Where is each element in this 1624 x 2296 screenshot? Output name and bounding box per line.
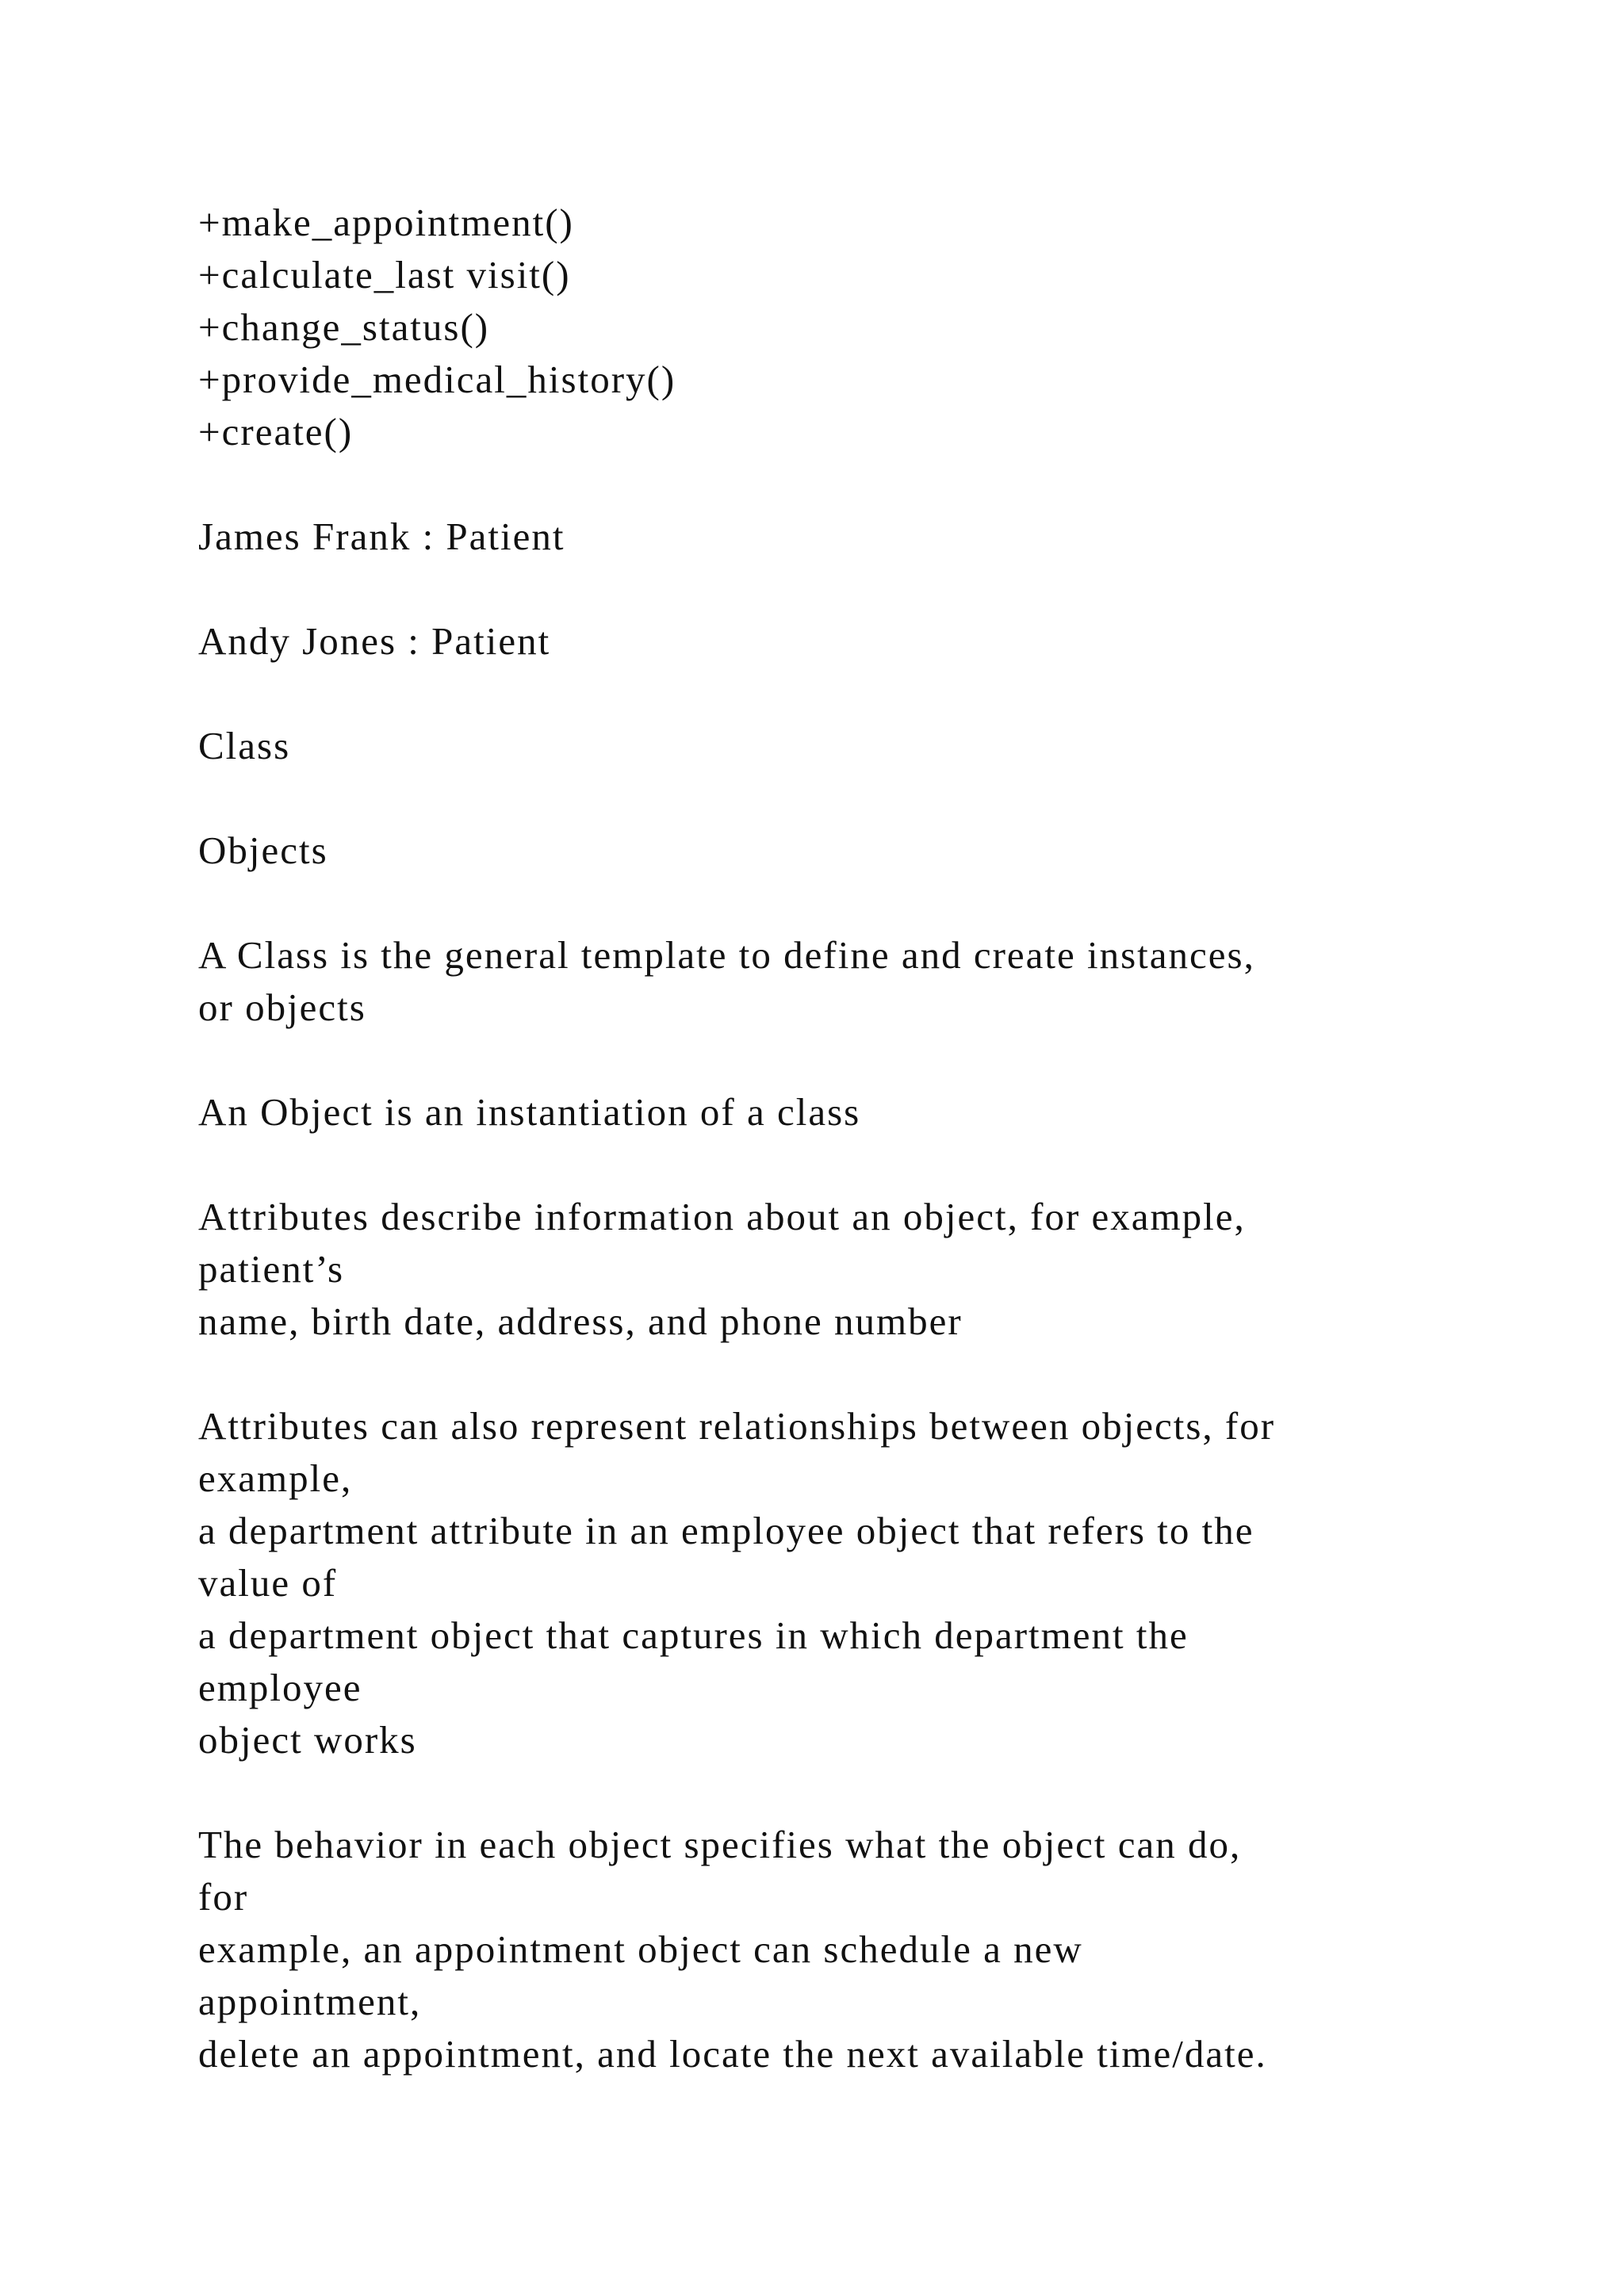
paragraph bbox=[198, 1819, 1507, 2080]
text-line: +calculate_last visit() bbox=[198, 253, 571, 297]
text-line: Objects bbox=[198, 828, 328, 872]
text-line: object works bbox=[198, 1718, 417, 1762]
paragraph bbox=[198, 1086, 1507, 1138]
text-line: a department attribute in an employee object that refers to the bbox=[198, 1509, 1254, 1552]
text-line: Attributes describe information about an object, for example, bbox=[198, 1195, 1246, 1238]
paragraph-gap bbox=[198, 1138, 1507, 1191]
text-line: a department object that captures in which department the bbox=[198, 1613, 1189, 1657]
text-line: or objects bbox=[198, 985, 366, 1029]
text-line: +change_status() bbox=[198, 305, 490, 349]
paragraph bbox=[198, 1191, 1507, 1348]
paragraph-gap bbox=[198, 1034, 1507, 1086]
text-line: The behavior in each object specifies what the object can do, bbox=[198, 1823, 1242, 1866]
paragraph-gap bbox=[198, 1348, 1507, 1400]
paragraph-gap bbox=[198, 772, 1507, 825]
paragraph bbox=[198, 197, 1507, 458]
paragraph-gap bbox=[198, 877, 1507, 929]
paragraph bbox=[198, 511, 1507, 563]
text-line: delete an appointment, and locate the next available time/date. bbox=[198, 2032, 1267, 2076]
text-line: employee bbox=[198, 1666, 362, 1709]
text-line: +provide_medical_history() bbox=[198, 358, 676, 401]
paragraph bbox=[198, 929, 1507, 1034]
text-line: example, bbox=[198, 1456, 353, 1500]
text-line: value of bbox=[198, 1561, 338, 1605]
text-line: Class bbox=[198, 724, 291, 767]
text-line: James Frank : Patient bbox=[198, 515, 565, 558]
text-line: example, an appointment object can schedule a new bbox=[198, 1927, 1083, 1971]
document-body bbox=[198, 197, 1507, 2080]
text-line: Andy Jones : Patient bbox=[198, 619, 551, 663]
paragraph bbox=[198, 1400, 1507, 1766]
text-line: +create() bbox=[198, 410, 354, 453]
text-line: patient’s bbox=[198, 1247, 345, 1291]
paragraph bbox=[198, 615, 1507, 668]
paragraph bbox=[198, 825, 1507, 877]
text-line: name, birth date, address, and phone number bbox=[198, 1299, 963, 1343]
paragraph bbox=[198, 720, 1507, 772]
text-line: +make_appointment() bbox=[198, 201, 574, 244]
text-line: Attributes can also represent relationships between objects, for bbox=[198, 1404, 1276, 1448]
text-line: A Class is the general template to define and create instances, bbox=[198, 933, 1255, 977]
paragraph-gap bbox=[198, 668, 1507, 720]
paragraph-gap bbox=[198, 1766, 1507, 1819]
paragraph-gap bbox=[198, 563, 1507, 615]
paragraph-gap bbox=[198, 458, 1507, 511]
text-line: appointment, bbox=[198, 1980, 422, 2023]
text-line: for bbox=[198, 1875, 249, 1919]
text-line: An Object is an instantiation of a class bbox=[198, 1090, 861, 1134]
